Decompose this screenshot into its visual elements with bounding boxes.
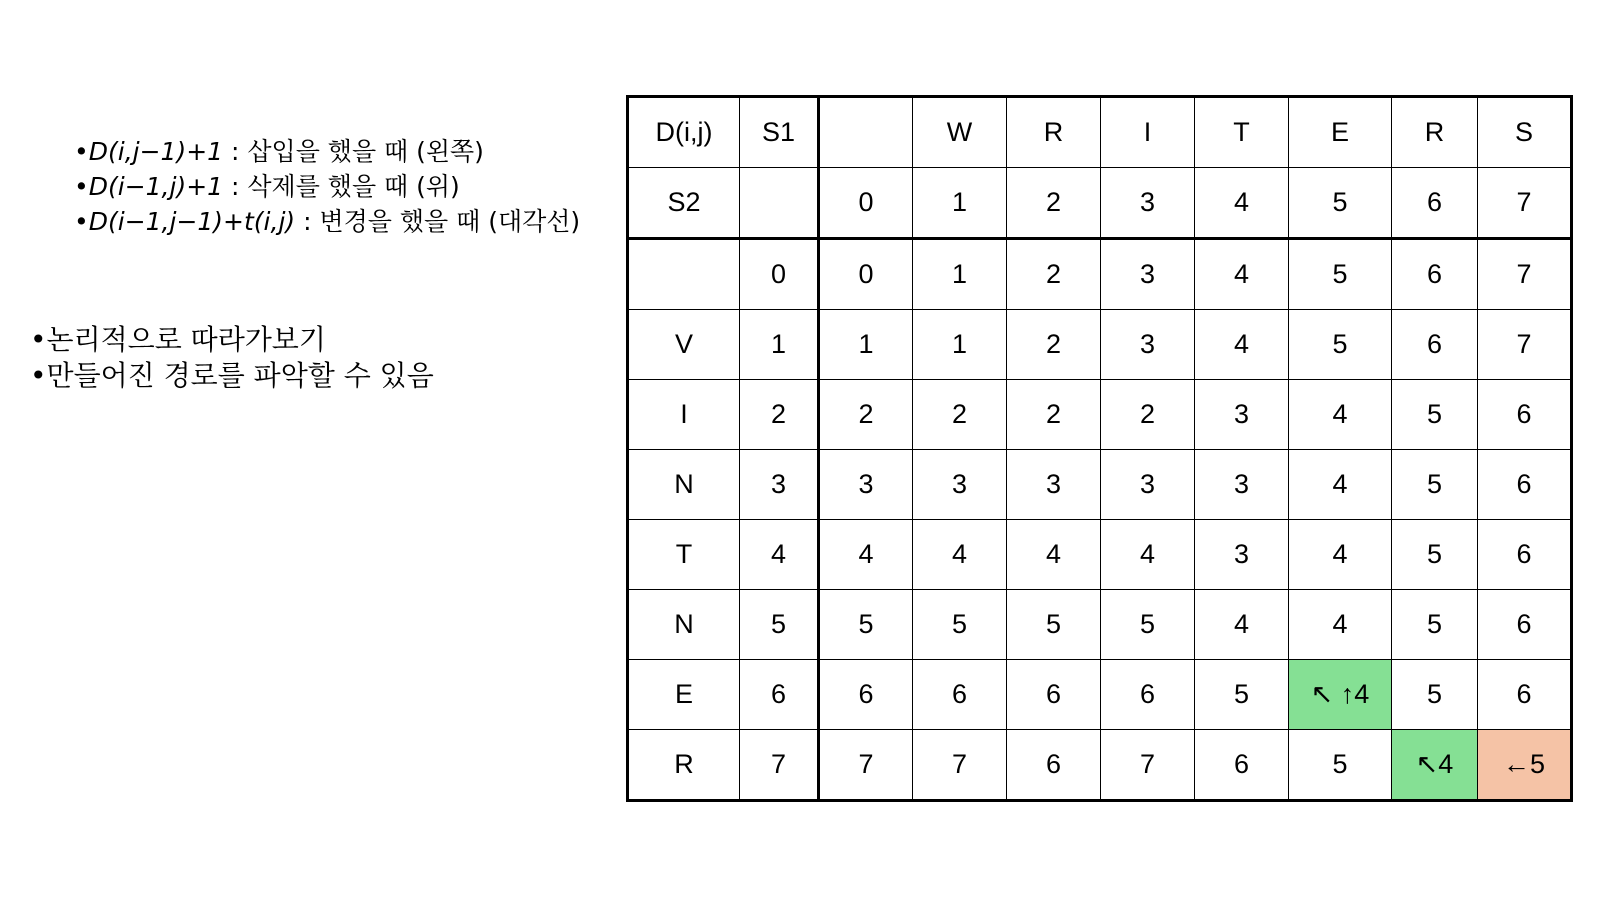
- s2-index-cell: 0: [740, 239, 819, 310]
- s1-index-cell: 4: [1195, 168, 1289, 239]
- s2-index-cell: 5: [740, 590, 819, 660]
- distance-cell: 1: [913, 310, 1007, 380]
- distance-cell: 6: [1478, 660, 1572, 730]
- distance-cell: 4: [1195, 590, 1289, 660]
- table-row: [628, 590, 1572, 660]
- distance-cell: 5: [1392, 660, 1478, 730]
- distance-cell: 7: [819, 730, 913, 801]
- table-row: [628, 730, 1572, 801]
- table-row: [628, 380, 1572, 450]
- distance-cell: 4: [819, 520, 913, 590]
- s1-char-cell: S: [1478, 97, 1572, 168]
- distance-cell: 6: [1101, 660, 1195, 730]
- distance-cell: 4: [1289, 380, 1392, 450]
- distance-cell: 5: [1392, 590, 1478, 660]
- distance-cell: 4: [1289, 590, 1392, 660]
- distance-cell: 4: [1007, 520, 1101, 590]
- formula-expression: D(i−1,j)+1: [88, 172, 224, 201]
- s2-char-cell: [628, 239, 740, 310]
- distance-cell: 7: [1478, 310, 1572, 380]
- note-trace-path: •만들어진 경로를 파악할 수 있음: [30, 359, 434, 392]
- distance-cell: 0: [819, 239, 913, 310]
- distance-cell: 4: [1289, 520, 1392, 590]
- distance-cell: 3: [1007, 450, 1101, 520]
- formula-expression: D(i−1,j−1)+t(i,j): [88, 207, 296, 236]
- formula-description: 변경을 했을 때 (대각선): [319, 207, 581, 236]
- distance-cell: 2: [1007, 380, 1101, 450]
- distance-cell: 4: [1195, 239, 1289, 310]
- formula-expression: D(i,j−1)+1: [88, 137, 224, 166]
- s2-index-cell: 7: [740, 730, 819, 801]
- formula-substitute: [74, 204, 580, 239]
- s1-char-cell: E: [1289, 97, 1392, 168]
- header-row-s1: [628, 97, 1572, 168]
- s2-char-cell: T: [628, 520, 740, 590]
- table-row: [628, 660, 1572, 730]
- s2-char-cell: V: [628, 310, 740, 380]
- edit-distance-table: [626, 95, 1573, 802]
- s1-index-cell: 3: [1101, 168, 1195, 239]
- s2-index-cell: 3: [740, 450, 819, 520]
- separator: :: [223, 172, 248, 201]
- distance-cell: 1: [819, 310, 913, 380]
- bullet: •: [74, 172, 89, 201]
- s2-char-cell: E: [628, 660, 740, 730]
- empty-cell: [740, 168, 819, 239]
- note-follow-logic: •논리적으로 따라가보기: [30, 323, 326, 356]
- separator: :: [223, 137, 248, 166]
- s1-index-cell: 5: [1289, 168, 1392, 239]
- distance-cell: 4: [913, 520, 1007, 590]
- distance-cell: 5: [1289, 239, 1392, 310]
- distance-cell: ↖ ↑4: [1289, 660, 1392, 730]
- recurrence-formulas: [74, 134, 580, 239]
- distance-cell: 5: [913, 590, 1007, 660]
- table-row: [628, 239, 1572, 310]
- s2-char-cell: N: [628, 450, 740, 520]
- distance-cell: ←5: [1478, 730, 1572, 801]
- s1-index-cell: 2: [1007, 168, 1101, 239]
- distance-cell: 5: [1289, 310, 1392, 380]
- distance-cell: 5: [1392, 450, 1478, 520]
- s1-index-cell: 0: [819, 168, 913, 239]
- s2-index-cell: 1: [740, 310, 819, 380]
- distance-cell: 5: [1392, 520, 1478, 590]
- distance-cell: 4: [1195, 310, 1289, 380]
- bullet: •: [74, 207, 89, 236]
- distance-cell: 3: [1101, 239, 1195, 310]
- distance-cell: 6: [1478, 590, 1572, 660]
- formula-insert: [74, 134, 580, 169]
- distance-cell: ↖4: [1392, 730, 1478, 801]
- s1-char-cell: [819, 97, 913, 168]
- distance-cell: 3: [1195, 520, 1289, 590]
- s2-index-cell: 4: [740, 520, 819, 590]
- distance-cell: 2: [1007, 239, 1101, 310]
- s2-char-cell: I: [628, 380, 740, 450]
- s1-char-cell: W: [913, 97, 1007, 168]
- distance-cell: 2: [913, 380, 1007, 450]
- distance-cell: 4: [1289, 450, 1392, 520]
- separator: :: [295, 207, 320, 236]
- distance-cell: 7: [1478, 239, 1572, 310]
- distance-cell: 6: [1007, 730, 1101, 801]
- s2-index-cell: 6: [740, 660, 819, 730]
- distance-cell: 6: [1478, 380, 1572, 450]
- distance-cell: 3: [1195, 380, 1289, 450]
- bullet: •: [74, 137, 89, 166]
- distance-cell: 2: [1007, 310, 1101, 380]
- distance-cell: 5: [1392, 380, 1478, 450]
- distance-cell: 3: [913, 450, 1007, 520]
- distance-cell: 5: [1101, 590, 1195, 660]
- table-row: [628, 520, 1572, 590]
- s2-index-cell: 2: [740, 380, 819, 450]
- distance-cell: 2: [819, 380, 913, 450]
- formula-delete: [74, 169, 580, 204]
- s1-index-cell: 1: [913, 168, 1007, 239]
- distance-cell: 6: [1478, 520, 1572, 590]
- header-row-s1-index: [628, 168, 1572, 239]
- distance-cell: 6: [1195, 730, 1289, 801]
- corner-label: D(i,j): [628, 97, 740, 168]
- distance-cell: 5: [1289, 730, 1392, 801]
- distance-cell: 7: [1101, 730, 1195, 801]
- distance-cell: 2: [1101, 380, 1195, 450]
- distance-cell: 1: [913, 239, 1007, 310]
- s1-char-cell: I: [1101, 97, 1195, 168]
- s1-char-cell: R: [1392, 97, 1478, 168]
- formula-description: 삽입을 했을 때 (왼쪽): [247, 137, 484, 166]
- distance-cell: 3: [1101, 450, 1195, 520]
- distance-cell: 6: [819, 660, 913, 730]
- distance-cell: 5: [1007, 590, 1101, 660]
- s1-char-cell: R: [1007, 97, 1101, 168]
- distance-cell: 6: [1007, 660, 1101, 730]
- notes: [30, 322, 434, 394]
- s2-label: S2: [628, 168, 740, 239]
- distance-cell: 4: [1101, 520, 1195, 590]
- distance-cell: 5: [819, 590, 913, 660]
- distance-cell: 6: [913, 660, 1007, 730]
- distance-cell: 7: [913, 730, 1007, 801]
- distance-cell: 5: [1195, 660, 1289, 730]
- table-row: [628, 310, 1572, 380]
- s1-index-cell: 7: [1478, 168, 1572, 239]
- distance-cell: 6: [1392, 239, 1478, 310]
- distance-cell: 6: [1478, 450, 1572, 520]
- s2-char-cell: R: [628, 730, 740, 801]
- s2-char-cell: N: [628, 590, 740, 660]
- distance-cell: 3: [1195, 450, 1289, 520]
- s1-char-cell: T: [1195, 97, 1289, 168]
- distance-cell: 3: [1101, 310, 1195, 380]
- s1-index-cell: 6: [1392, 168, 1478, 239]
- formula-description: 삭제를 했을 때 (위): [247, 172, 460, 201]
- distance-cell: 6: [1392, 310, 1478, 380]
- s1-label: S1: [740, 97, 819, 168]
- table-row: [628, 450, 1572, 520]
- distance-cell: 3: [819, 450, 913, 520]
